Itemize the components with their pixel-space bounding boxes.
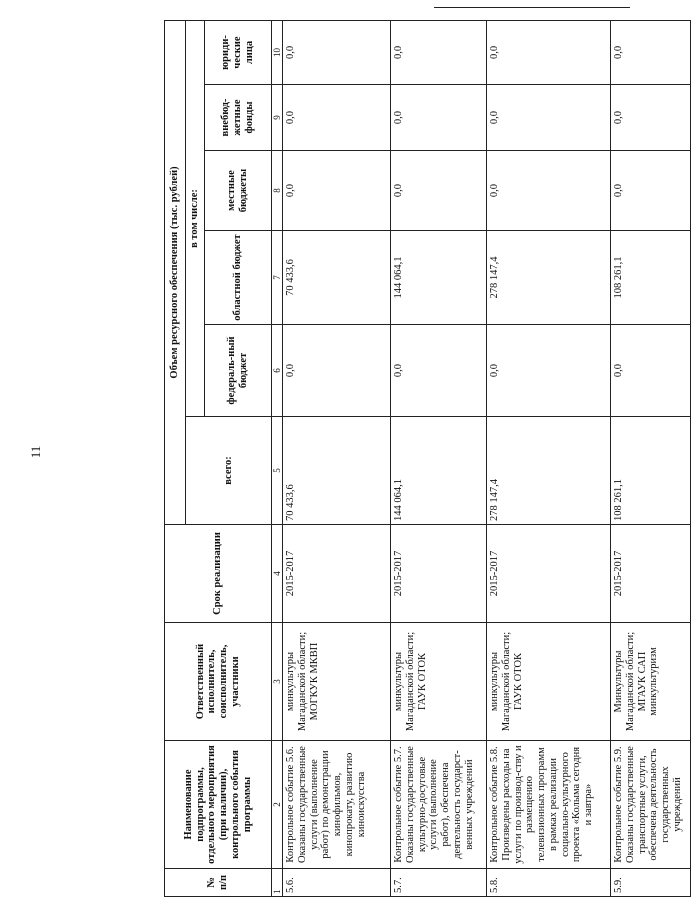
header-num: № п/п (165, 869, 272, 897)
row-local: 0,0 (391, 151, 487, 231)
row-legal: 0,0 (391, 20, 487, 84)
col-number: 10 (272, 20, 283, 84)
row-total: 278 147,4 (487, 417, 611, 525)
row-num: 5.9. (611, 869, 691, 897)
header-extrabudget: внебюд-жетные фонды (205, 85, 272, 151)
row-legal: 0,0 (487, 20, 611, 84)
row-federal: 0,0 (283, 325, 391, 417)
table-row (391, 20, 487, 896)
page-number: 11 (28, 445, 43, 459)
row-name: Контрольное событие 5.8. Произведены расходы на услуги по производ-ству и размещению телевизионных программ в рамках реализации социально-культурного проекта «Колыма сегодня и завтра» (487, 741, 611, 869)
header-name: Наименование подпрограммы, отдельного мероприятия (при наличии), контрольного события программы (165, 741, 272, 869)
row-period: 2015-2017 (611, 525, 691, 623)
header-period: Срок реализации (165, 525, 272, 623)
row-name: Контрольное событие 5.6. Оказаны государственные услуги (выполнение работ) по демонстрации кинофильмов, кинопрокату, развитию киноискусства (283, 741, 391, 869)
row-num: 5.8. (487, 869, 611, 897)
row-legal: 0,0 (283, 20, 391, 84)
col-number: 3 (272, 623, 283, 741)
rotated-table-container (164, 7, 683, 897)
header-local: местные бюджеты (205, 151, 272, 231)
row-executor: минкультуры Магаданской области; ГАУК ОТОК (487, 623, 611, 741)
row-period: 2015-2017 (283, 525, 391, 623)
row-local: 0,0 (487, 151, 611, 231)
row-name: Контрольное событие 5.7. Оказаны государственные культурно-досуговые услуги (выполнение работ), обеспечена деятельность государст-венных учреждений (391, 741, 487, 869)
row-name: Контрольное событие 5.9. Оказаны государственные транспортные услуги, обеспечена деятельность государственных учреждений (611, 741, 691, 869)
table-row (283, 20, 391, 896)
row-extrabudget: 0,0 (611, 85, 691, 151)
row-extrabudget: 0,0 (283, 85, 391, 151)
col-number: 8 (272, 151, 283, 231)
header-including: в том числе: (186, 20, 205, 416)
row-total: 70 433,6 (283, 417, 391, 525)
row-federal: 0,0 (487, 325, 611, 417)
row-executor: минкультуры Магаданской области; МОГКУК МКВП (283, 623, 391, 741)
column-number-row (272, 20, 283, 896)
table-row (487, 20, 611, 896)
table-row (611, 20, 691, 896)
header-legal: юриди-ческие лица (205, 20, 272, 84)
col-number: 2 (272, 741, 283, 869)
row-regional: 278 147,4 (487, 231, 611, 325)
row-num: 5.6. (283, 869, 391, 897)
header-volume: Объем ресурсного обеспечения (тыс. рублей) (165, 20, 186, 524)
row-extrabudget: 0,0 (487, 85, 611, 151)
header-regional: областной бюджет (205, 231, 272, 325)
row-executor: минкультуры Магаданской области; ГАУК ОТОК (391, 623, 487, 741)
row-federal: 0,0 (391, 325, 487, 417)
row-legal: 0,0 (611, 20, 691, 84)
col-number: 4 (272, 525, 283, 623)
col-number: 5 (272, 417, 283, 525)
col-number: 6 (272, 325, 283, 417)
row-local: 0,0 (611, 151, 691, 231)
row-num: 5.7. (391, 869, 487, 897)
row-local: 0,0 (283, 151, 391, 231)
row-regional: 70 433,6 (283, 231, 391, 325)
header-federal: федераль-ный бюджет (205, 325, 272, 417)
row-executor: Минкультуры Магаданской области; МГАУК САП минкультуризм (611, 623, 691, 741)
resource-table (164, 20, 691, 897)
header-row-1 (165, 20, 186, 896)
row-federal: 0,0 (611, 325, 691, 417)
row-regional: 108 261,1 (611, 231, 691, 325)
col-number: 7 (272, 231, 283, 325)
row-extrabudget: 0,0 (391, 85, 487, 151)
row-period: 2015-2017 (391, 525, 487, 623)
row-regional: 144 064,1 (391, 231, 487, 325)
header-executor: Ответственный исполнитель, соисполнитель, участники (165, 623, 272, 741)
row-total: 108 261,1 (611, 417, 691, 525)
col-number: 1 (272, 869, 283, 897)
row-period: 2015-2017 (487, 525, 611, 623)
row-total: 144 064,1 (391, 417, 487, 525)
col-number: 9 (272, 85, 283, 151)
header-total: всего: (186, 417, 272, 525)
